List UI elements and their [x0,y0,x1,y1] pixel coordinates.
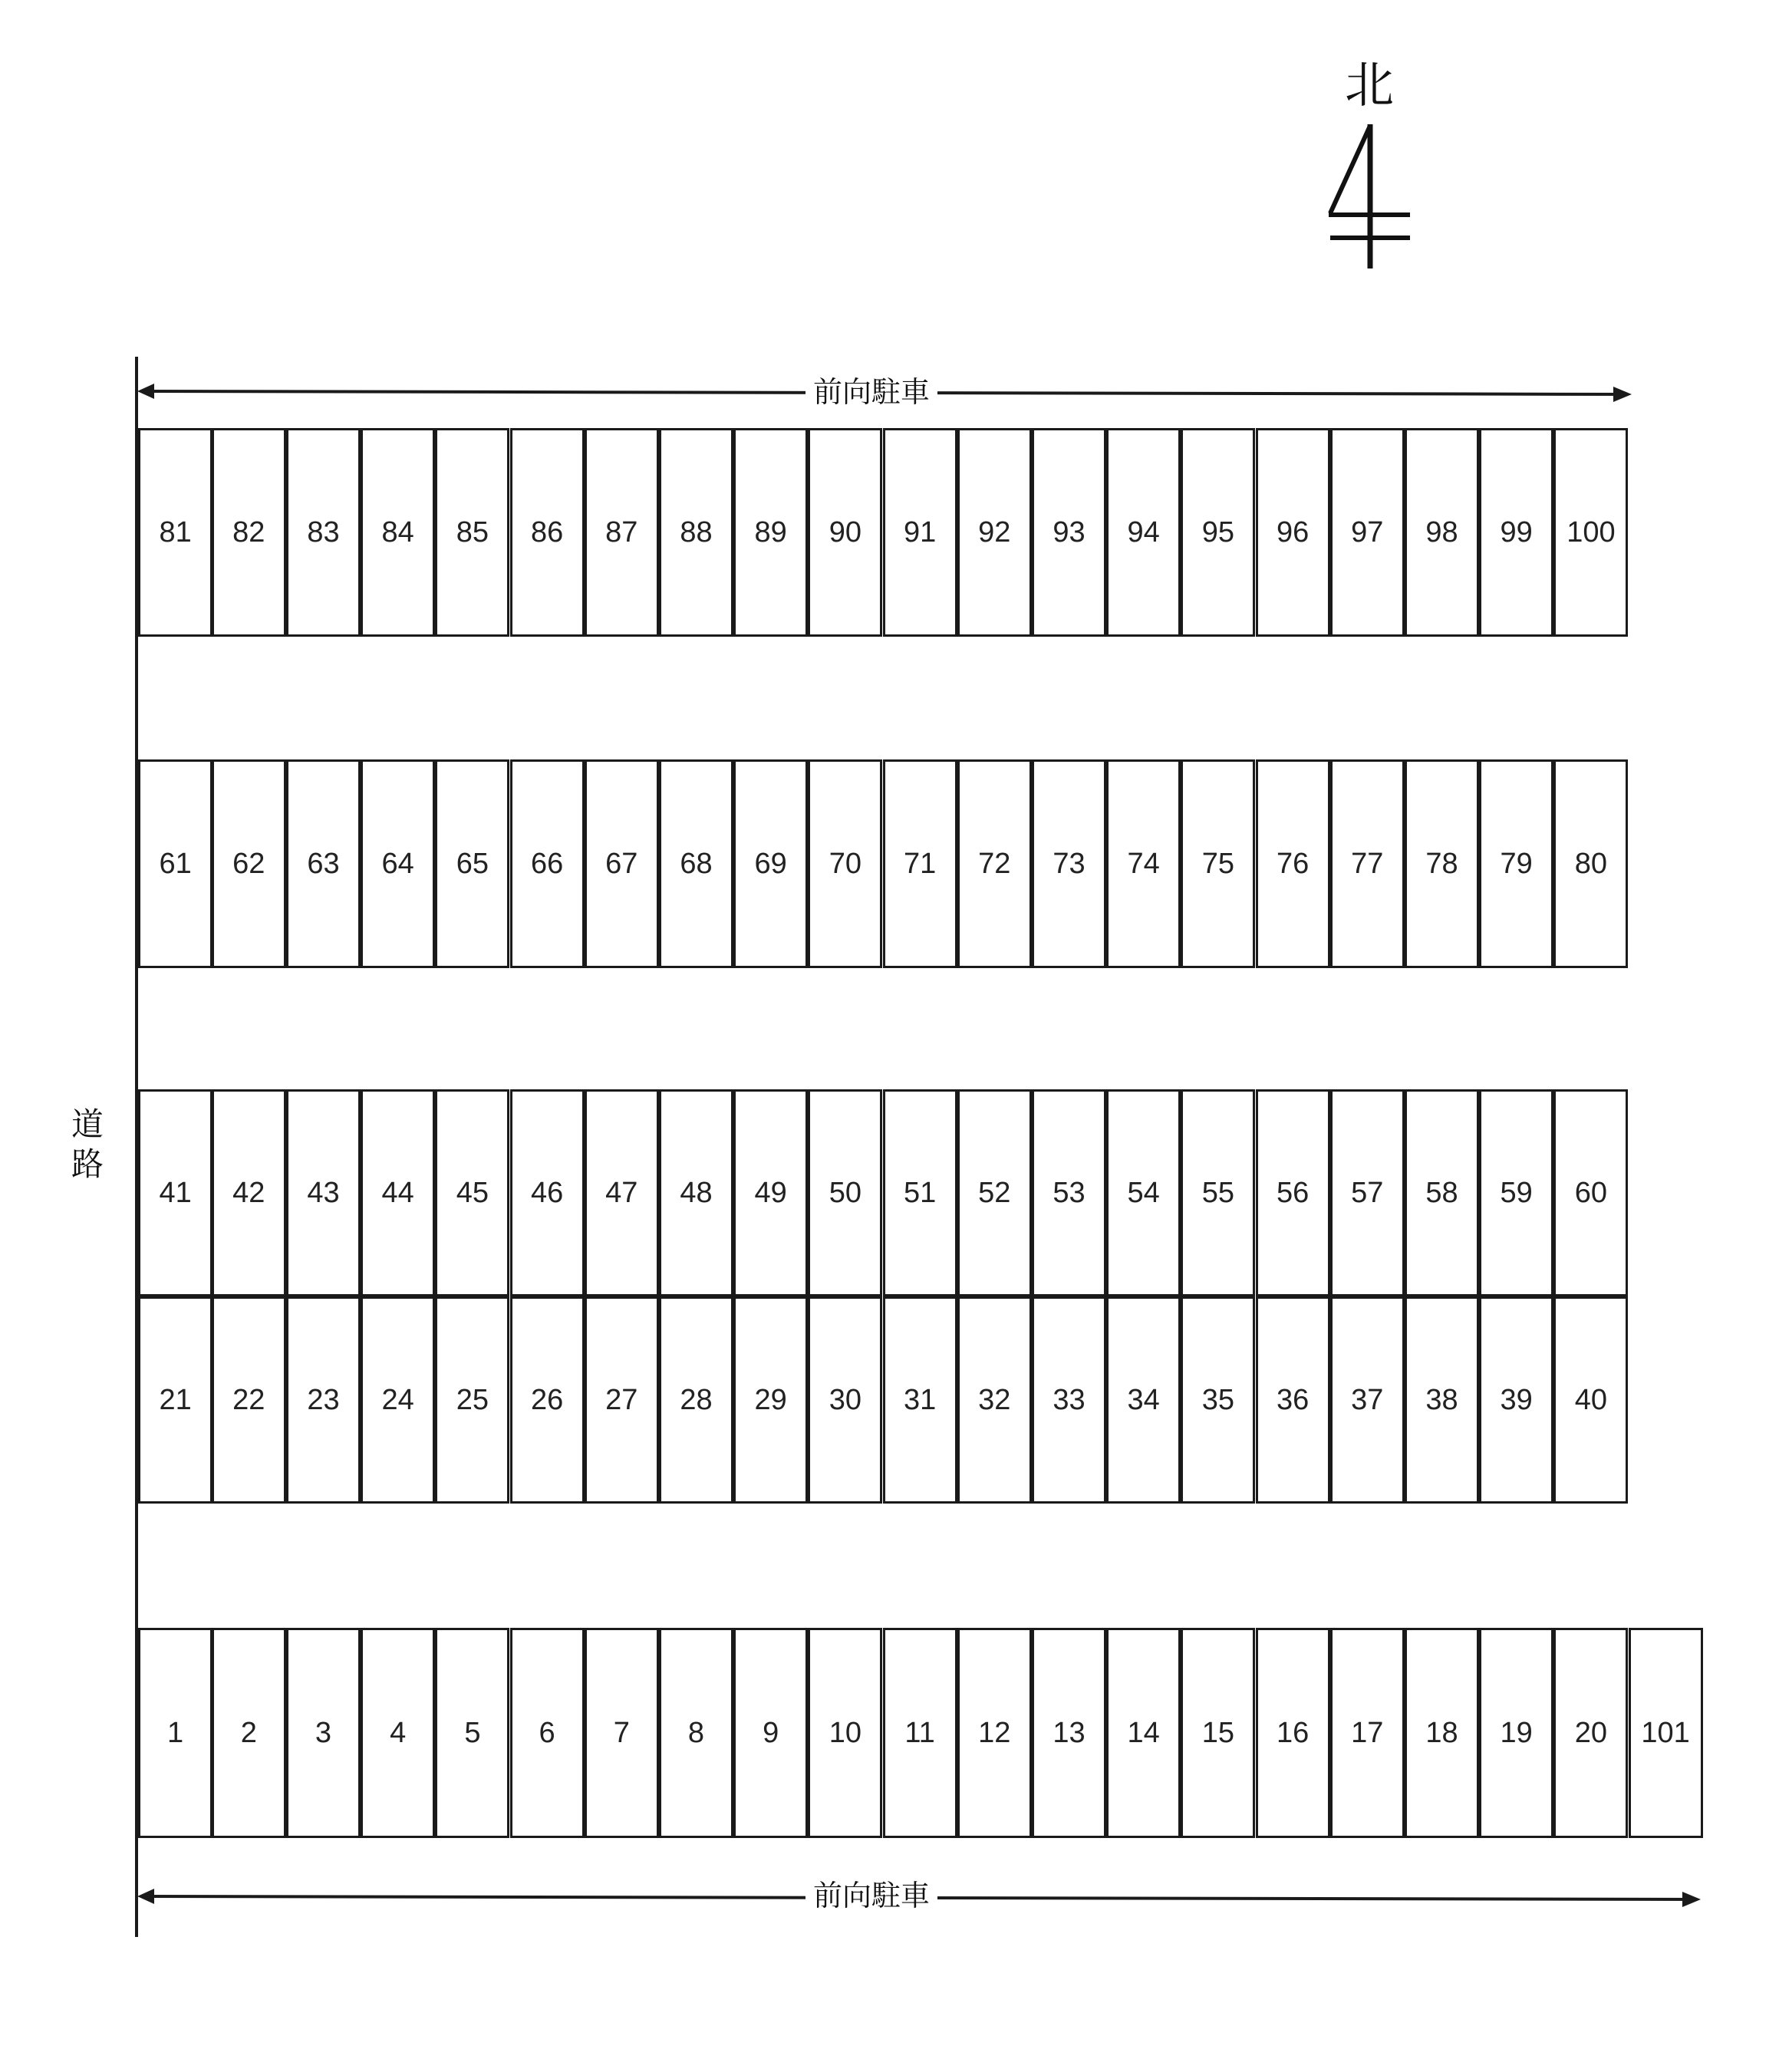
parking-space-73 [1032,759,1106,968]
parking-space-46 [510,1089,585,1296]
parking-space-number: 38 [1425,1383,1458,1416]
parking-space-number: 100 [1567,516,1616,548]
parking-space-number: 62 [232,847,265,880]
parking-space-number: 7 [613,1716,630,1749]
parking-space-76 [1256,759,1330,968]
parking-space-number: 39 [1500,1383,1533,1416]
parking-space-28 [659,1296,733,1504]
parking-space-number: 57 [1351,1176,1384,1209]
parking-space-number: 86 [530,516,564,548]
parking-space-number: 21 [159,1383,192,1416]
parking-space-number: 51 [903,1176,937,1209]
parking-space-79 [1479,759,1553,968]
parking-space-number: 47 [605,1176,638,1209]
parking-space-number: 96 [1276,516,1310,548]
parking-space-90 [808,428,882,637]
parking-space-94 [1106,428,1181,637]
parking-space-67 [585,759,659,968]
parking-space-69 [733,759,808,968]
parking-space-number: 3 [315,1716,332,1749]
parking-space-36 [1256,1296,1330,1504]
row-top [138,428,1629,637]
parking-space-35 [1181,1296,1255,1504]
parking-space-51 [883,1089,957,1296]
parking-space-number: 14 [1127,1716,1160,1749]
parking-space-number: 71 [903,847,937,880]
parking-space-number: 101 [1641,1716,1690,1749]
parking-space-99 [1479,428,1553,637]
row-bottom [138,1628,1704,1838]
parking-space-number: 50 [829,1176,862,1209]
parking-space-number: 22 [232,1383,265,1416]
parking-space-52 [957,1089,1032,1296]
parking-space-number: 17 [1351,1716,1384,1749]
parking-space-number: 27 [605,1383,638,1416]
parking-space-number: 83 [307,516,340,548]
parking-space-number: 13 [1053,1716,1086,1749]
parking-space-number: 98 [1425,516,1458,548]
row-third [138,1089,1629,1296]
parking-space-number: 94 [1127,516,1160,548]
parking-space-22 [212,1296,286,1504]
parking-space-8 [659,1628,733,1838]
parking-space-92 [957,428,1032,637]
parking-space-34 [1106,1296,1181,1504]
parking-space-number: 36 [1276,1383,1310,1416]
parking-space-20 [1553,1628,1628,1838]
parking-space-27 [585,1296,659,1504]
parking-space-41 [138,1089,212,1296]
parking-space-84 [361,428,435,637]
parking-space-number: 55 [1201,1176,1235,1209]
parking-space-65 [435,759,509,968]
parking-space-number: 78 [1425,847,1458,880]
north-label: 北 [1345,58,1394,114]
parking-space-number: 10 [829,1716,862,1749]
parking-space-1 [138,1628,212,1838]
parking-space-number: 30 [829,1383,862,1416]
parking-space-5 [435,1628,509,1838]
parking-space-55 [1181,1089,1255,1296]
parking-space-95 [1181,428,1255,637]
parking-space-39 [1479,1296,1553,1504]
parking-space-number: 42 [232,1176,265,1209]
parking-space-56 [1256,1089,1330,1296]
parking-space-71 [883,759,957,968]
parking-space-13 [1032,1628,1106,1838]
parking-space-number: 84 [381,516,414,548]
parking-space-17 [1330,1628,1405,1838]
parking-space-6 [510,1628,585,1838]
parking-space-number: 49 [754,1176,787,1209]
parking-space-19 [1479,1628,1553,1838]
parking-space-number: 67 [605,847,638,880]
parking-space-number: 12 [978,1716,1011,1749]
parking-space-21 [138,1296,212,1504]
parking-space-number: 73 [1053,847,1086,880]
parking-space-number: 5 [464,1716,481,1749]
parking-space-40 [1553,1296,1628,1504]
parking-space-number: 61 [159,847,192,880]
parking-space-12 [957,1628,1032,1838]
parking-space-number: 53 [1053,1176,1086,1209]
parking-space-number: 11 [904,1716,935,1749]
parking-space-75 [1181,759,1255,968]
parking-space-number: 32 [978,1383,1011,1416]
parking-space-number: 65 [456,847,489,880]
parking-space-number: 70 [829,847,862,880]
parking-space-72 [957,759,1032,968]
parking-space-number: 1 [167,1716,184,1749]
parking-space-number: 75 [1201,847,1235,880]
parking-space-7 [585,1628,659,1838]
parking-space-85 [435,428,509,637]
parking-space-48 [659,1089,733,1296]
parking-space-59 [1479,1089,1553,1296]
parking-space-number: 29 [754,1383,787,1416]
parking-space-number: 95 [1201,516,1235,548]
parking-space-86 [510,428,585,637]
parking-space-29 [733,1296,808,1504]
parking-space-number: 15 [1201,1716,1235,1749]
parking-space-78 [1405,759,1479,968]
parking-space-number: 4 [390,1716,407,1749]
parking-space-2 [212,1628,286,1838]
parking-space-10 [808,1628,882,1838]
parking-space-number: 89 [754,516,787,548]
parking-space-58 [1405,1089,1479,1296]
parking-space-number: 80 [1574,847,1608,880]
parking-space-9 [733,1628,808,1838]
parking-space-57 [1330,1089,1405,1296]
bottom-direction-label: 前向駐車 [805,1881,937,1910]
parking-space-number: 26 [530,1383,564,1416]
parking-space-number: 23 [307,1383,340,1416]
parking-space-number: 92 [978,516,1011,548]
parking-space-number: 88 [680,516,713,548]
parking-space-number: 52 [978,1176,1011,1209]
parking-space-50 [808,1089,882,1296]
parking-space-number: 25 [456,1383,489,1416]
parking-space-16 [1256,1628,1330,1838]
parking-space-number: 72 [978,847,1011,880]
top-direction-label: 前向駐車 [805,377,937,407]
parking-space-24 [361,1296,435,1504]
parking-space-number: 8 [687,1716,705,1749]
road-label: 道 路 [71,1105,104,1183]
parking-space-number: 6 [539,1716,555,1749]
parking-space-number: 58 [1425,1176,1458,1209]
parking-space-number: 59 [1500,1176,1533,1209]
parking-space-81 [138,428,212,637]
parking-space-number: 77 [1351,847,1384,880]
parking-space-18 [1405,1628,1479,1838]
parking-space-60 [1553,1089,1628,1296]
parking-space-32 [957,1296,1032,1504]
parking-space-number: 37 [1351,1383,1384,1416]
parking-space-number: 45 [456,1176,489,1209]
parking-space-number: 97 [1351,516,1384,548]
parking-space-number: 64 [381,847,414,880]
parking-space-44 [361,1089,435,1296]
parking-space-number: 54 [1127,1176,1160,1209]
parking-space-62 [212,759,286,968]
parking-space-number: 41 [159,1176,192,1209]
parking-space-82 [212,428,286,637]
parking-space-number: 44 [381,1176,414,1209]
parking-space-42 [212,1089,286,1296]
parking-space-98 [1405,428,1479,637]
parking-space-number: 9 [763,1716,779,1749]
parking-space-number: 91 [903,516,937,548]
parking-space-15 [1181,1628,1255,1838]
parking-space-number: 74 [1127,847,1160,880]
parking-space-37 [1330,1296,1405,1504]
parking-space-88 [659,428,733,637]
parking-space-97 [1330,428,1405,637]
parking-space-38 [1405,1296,1479,1504]
parking-space-43 [286,1089,361,1296]
parking-space-number: 35 [1201,1383,1235,1416]
parking-space-64 [361,759,435,968]
parking-space-49 [733,1089,808,1296]
parking-space-30 [808,1296,882,1504]
parking-space-number: 60 [1574,1176,1608,1209]
parking-space-number: 90 [829,516,862,548]
parking-space-number: 46 [530,1176,564,1209]
parking-space-63 [286,759,361,968]
parking-space-77 [1330,759,1405,968]
parking-space-number: 33 [1053,1383,1086,1416]
parking-space-14 [1106,1628,1181,1838]
parking-space-68 [659,759,733,968]
parking-space-96 [1256,428,1330,637]
parking-space-100 [1553,428,1628,637]
parking-space-number: 63 [307,847,340,880]
parking-space-33 [1032,1296,1106,1504]
parking-space-26 [510,1296,585,1504]
parking-space-70 [808,759,882,968]
parking-space-number: 56 [1276,1176,1310,1209]
parking-space-number: 20 [1574,1716,1608,1749]
parking-space-number: 43 [307,1176,340,1209]
parking-space-number: 66 [530,847,564,880]
parking-space-number: 19 [1500,1716,1533,1749]
parking-space-number: 28 [680,1383,713,1416]
north-arrow-icon [1319,115,1419,276]
parking-space-number: 2 [240,1716,257,1749]
parking-space-53 [1032,1089,1106,1296]
parking-space-number: 18 [1425,1716,1458,1749]
parking-space-number: 79 [1500,847,1533,880]
parking-space-number: 48 [680,1176,713,1209]
parking-space-number: 93 [1053,516,1086,548]
parking-space-45 [435,1089,509,1296]
parking-space-101 [1629,1628,1703,1838]
parking-space-3 [286,1628,361,1838]
parking-space-number: 24 [381,1383,414,1416]
parking-space-47 [585,1089,659,1296]
parking-space-74 [1106,759,1181,968]
parking-space-number: 76 [1276,847,1310,880]
parking-space-11 [883,1628,957,1838]
parking-space-23 [286,1296,361,1504]
parking-space-91 [883,428,957,637]
parking-space-number: 68 [680,847,713,880]
parking-space-66 [510,759,585,968]
parking-space-number: 99 [1500,516,1533,548]
row-fourth [138,1296,1629,1504]
parking-space-number: 31 [903,1383,937,1416]
parking-space-number: 34 [1127,1383,1160,1416]
parking-space-number: 40 [1574,1383,1608,1416]
parking-space-61 [138,759,212,968]
parking-space-number: 69 [754,847,787,880]
parking-space-number: 87 [605,516,638,548]
parking-space-4 [361,1628,435,1838]
parking-space-54 [1106,1089,1181,1296]
row-second [138,759,1629,968]
parking-space-25 [435,1296,509,1504]
parking-space-89 [733,428,808,637]
parking-space-31 [883,1296,957,1504]
parking-space-83 [286,428,361,637]
parking-space-number: 81 [159,516,192,548]
parking-space-number: 82 [232,516,265,548]
parking-space-80 [1553,759,1628,968]
parking-space-87 [585,428,659,637]
parking-space-number: 85 [456,516,489,548]
parking-space-number: 16 [1276,1716,1310,1749]
parking-space-93 [1032,428,1106,637]
